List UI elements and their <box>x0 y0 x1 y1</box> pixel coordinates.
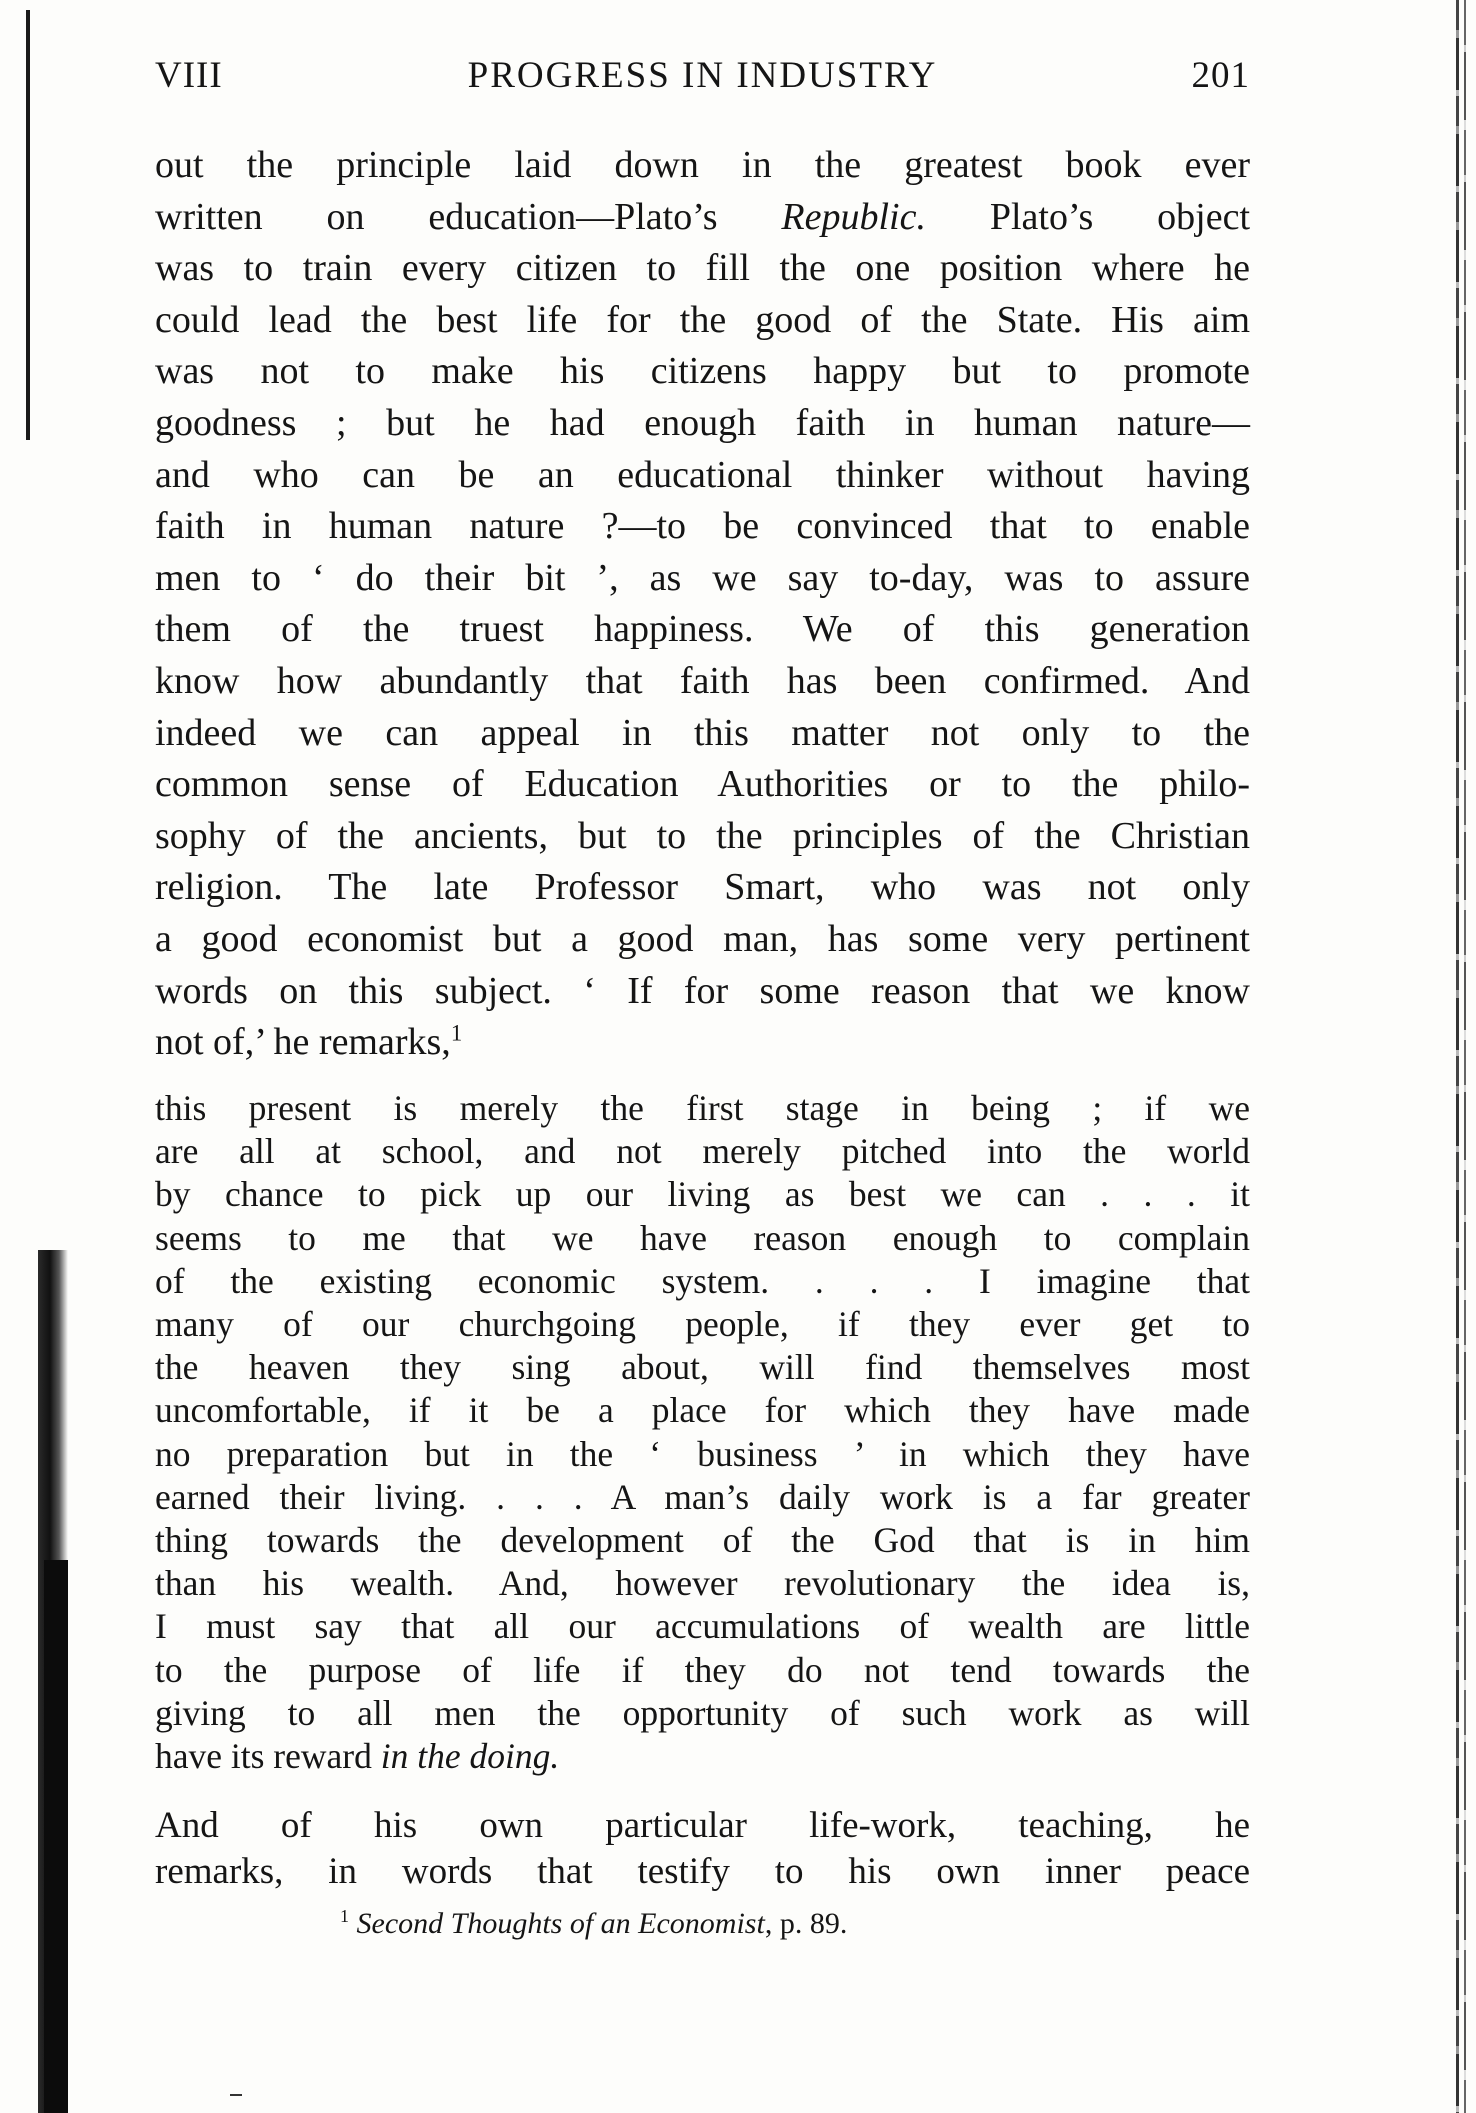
italic-emphasis: in the doing. <box>380 1736 560 1777</box>
block-quotation <box>155 1087 1250 1778</box>
scan-binding-shadow-core <box>44 1560 68 2113</box>
text-line: written on education—Plato’s Republic. Plato’s object <box>155 195 1251 238</box>
quote-line: thing towards the development of the God that is in him <box>155 1520 1250 1561</box>
chapter-number: VIII <box>155 55 223 96</box>
quote-line: the heaven they sing about, will find themselves most <box>155 1347 1250 1388</box>
footnote-number: 1 <box>340 1906 349 1926</box>
text-line: common sense of Education Authorities or to the philo- <box>155 763 1250 806</box>
scan-mark <box>230 2094 242 2096</box>
text-line: not of,’ he remarks,$^1$ <box>155 1020 463 1064</box>
text-line: faith in human nature ?—to be convinced that to enable <box>155 505 1250 548</box>
text-line: them of the truest happiness. We of this generation <box>155 608 1250 651</box>
text-line: a good economist but a good man, has some very pertinent <box>155 917 1250 960</box>
text-line: goodness ; but he had enough faith in human nature— <box>155 401 1250 444</box>
text-line: indeed we can appeal in this matter not only to the <box>155 711 1250 754</box>
footnote-marker: 1 <box>450 1020 463 1046</box>
main-paragraph <box>155 140 1250 1069</box>
running-header <box>155 54 1250 104</box>
quote-line: than his wealth. And, however revolutionary the idea is, <box>155 1563 1250 1604</box>
quote-line: no preparation but in the ‘ business ’ in which they have <box>155 1433 1250 1474</box>
quote-line: of the existing economic system. . . . I imagine that <box>155 1260 1250 1301</box>
quote-line: have its reward in the doing. <box>155 1736 560 1777</box>
footnote-title: Second Thoughts of an Economist <box>356 1907 765 1940</box>
text-line: out the principle laid down in the greatest book ever <box>155 144 1250 186</box>
quote-line: many of our churchgoing people, if they ever get to <box>155 1304 1250 1345</box>
text-line: men to ‘ do their bit ’, as we say to-day, was to assure <box>155 556 1250 599</box>
running-title: PROGRESS IN INDUSTRY <box>467 55 938 96</box>
quote-line: to the purpose of life if they do not tend towards the <box>155 1649 1250 1690</box>
text-line: know how abundantly that faith has been confirmed. And <box>155 659 1250 702</box>
closing-paragraph <box>155 1803 1250 1895</box>
text-line: was to train every citizen to fill the one position where he <box>155 247 1250 290</box>
text-line: sophy of the ancients, but to the principles of the Christian <box>155 814 1250 857</box>
text-line: could lead the best life for the good of the State. His aim <box>155 298 1250 341</box>
book-title-italic: Republic. <box>781 195 926 238</box>
text-line: religion. The late Professor Smart, who was not only <box>155 866 1250 909</box>
quote-line: are all at school, and not merely pitched into the world <box>155 1131 1250 1172</box>
text-line: remarks, in words that testify to his own inner peace <box>155 1851 1250 1892</box>
quote-line: this present is merely the first stage in being ; if we <box>155 1088 1250 1128</box>
footnote <box>340 1907 847 1941</box>
quote-line: uncomfortable, if it be a place for which they have made <box>155 1390 1250 1431</box>
text-line: was not to make his citizens happy but to promote <box>155 350 1250 393</box>
quote-line: giving to all men the opportunity of such work as will <box>155 1692 1250 1733</box>
footnote-reference: , p. 89. <box>764 1907 848 1940</box>
text-line: and who can be an educational thinker without having <box>155 453 1250 496</box>
text-line: words on this subject. ‘ If for some reason that we know <box>155 969 1250 1012</box>
quote-line: I must say that all our accumulations of wealth are little <box>155 1606 1250 1647</box>
page-number: 201 <box>1191 55 1250 96</box>
scan-edge-left <box>26 10 30 440</box>
quote-line: earned their living. . . . A man’s daily work is a far greater <box>155 1476 1250 1517</box>
quote-line: seems to me that we have reason enough to complain <box>155 1217 1250 1258</box>
scan-edge-right <box>1456 0 1459 2113</box>
scan-edge-right-outer <box>1464 0 1466 2113</box>
text-line: And of his own particular life-work, teaching, he <box>155 1805 1250 1846</box>
quote-line: by chance to pick up our living as best we can . . . it <box>155 1174 1250 1215</box>
